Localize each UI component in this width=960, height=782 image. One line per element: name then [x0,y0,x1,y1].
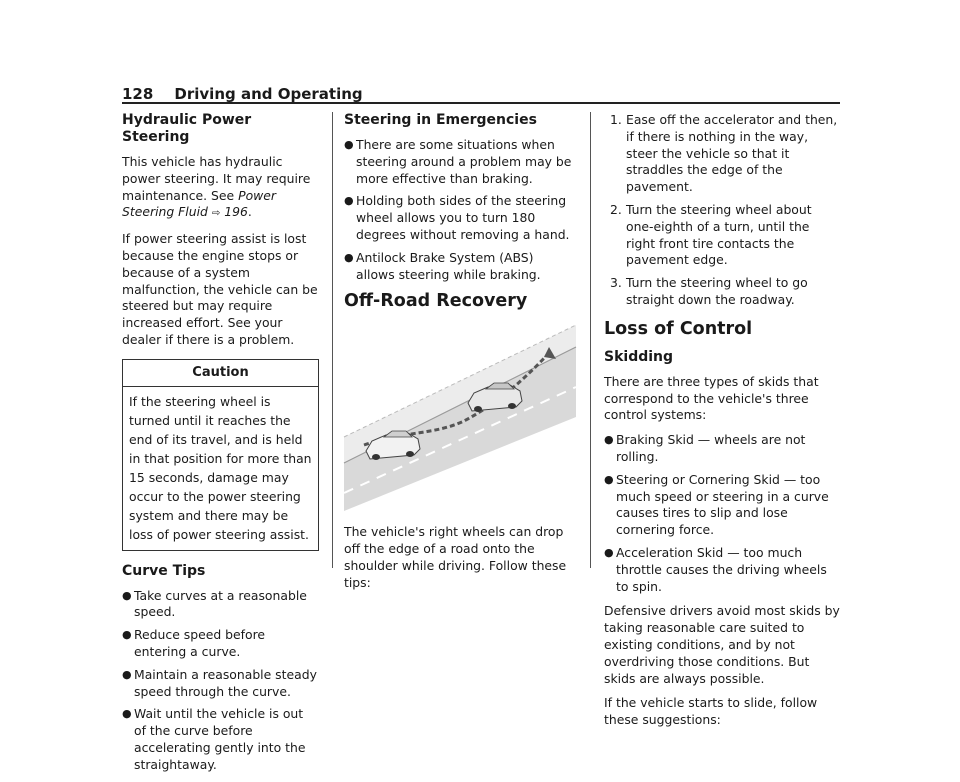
paragraph-hydraulic: This vehicle has hydraulic power steering. It may require maintenance. See Power Steering Fluid ⇨ 196. [122,154,311,220]
list-item: ● Reduce speed before entering a curve. [122,627,266,659]
bullet-icon: ● [122,707,132,721]
off-road-recovery-illustration [344,325,576,511]
column-3 [604,112,840,737]
column-1 [122,112,319,782]
recovery-steps-list [604,112,840,309]
bullet-icon: ● [604,472,614,486]
list-item: ● Antilock Brake System (ABS) allows steering while braking. [344,249,541,282]
list-item: ● Maintain a reasonable steady speed through the curve. [122,666,317,699]
heading-loss-of-control: Loss of Control [604,318,753,339]
page-number: 128 [122,85,154,103]
column-divider-1 [332,112,333,568]
bullet-icon: ● [122,667,132,681]
column-2 [344,112,576,599]
list-item: ● Acceleration Skid — too much throttle causes the driving wheels to spin. [604,544,827,594]
heading-curve-tips: Curve Tips [122,562,206,579]
page-ref-arrow-icon: ⇨ [211,208,221,220]
paragraph-off-road: The vehicle's right wheels can drop off the edge of a road onto the shoulder while driving. Follow these tips: [344,524,567,590]
paragraph-defensive: Defensive drivers avoid most skids by taking reasonable care suited to existing conditions, and by not overdriving those conditions. But skids are always possible. [604,603,840,686]
link-power-steering-fluid[interactable]: Power Steering Fluid [122,187,277,220]
list-item: 2. Turn the steering wheel about one-eighth of a turn, until the right front tire contacts the pavement edge. [610,201,812,268]
list-item: ● Holding both sides of the steering wheel allows you to turn 180 degrees without removing a hand. [344,193,570,242]
list-item: 3. Turn the steering wheel to go straight down the roadway. [610,275,808,307]
list-item: 1. Ease off the accelerator and then, if there is nothing in the way, steer the vehicle so that it straddles the edge of the pavement. [610,112,838,195]
curve-tips-list [122,588,319,774]
section-title: Driving and Operating [174,85,363,103]
heading-skidding: Skidding [604,348,674,365]
list-item: ● Steering or Cornering Skid — too much speed or steering in a curve causes tires to slip and lose cornering force. [604,471,829,538]
bullet-icon: ● [604,433,614,447]
list-item: ● Wait until the vehicle is out of the curve before accelerating gently into the straightaway. [122,706,306,772]
caution-title: Caution [123,360,318,387]
bullet-icon: ● [344,250,354,264]
list-item: ● Braking Skid — wheels are not rolling. [604,432,806,464]
skid-types-list [604,432,840,595]
caution-body: If the steering wheel is turned until it reaches the end of its travel, and is held in that position for more than 15 seconds, damage may occur to the power steering system and there may be loss of power steering assist. [129,393,312,542]
emergencies-list [344,137,576,283]
heading-off-road-recovery: Off-Road Recovery [344,291,528,312]
list-item: ● Take curves at a reasonable speed. [122,587,307,620]
bullet-icon: ● [344,138,354,151]
column-divider-2 [590,112,591,568]
heading-hydraulic-power-steering: Hydraulic Power Steering [122,112,252,145]
paragraph-skid-types: There are three types of skids that correspond to the vehicle's three control systems: [604,373,819,423]
heading-steering-emergencies: Steering in Emergencies [344,112,537,128]
bullet-icon: ● [122,628,132,642]
bullet-icon: ● [604,545,614,559]
bullet-icon: ● [344,194,354,208]
page-header [122,84,840,104]
bullet-icon: ● [122,588,132,602]
paragraph-assist-lost: If power steering assist is lost because the engine stops or because of a system malfunction, the vehicle can be steered but may require increased effort. See your dealer if there is a problem. [122,231,318,347]
page-ref-number[interactable]: 196 [224,204,248,220]
paragraph-slide: If the vehicle starts to slide, follow these suggestions: [604,695,818,728]
list-item: ● There are some situations when steering around a problem may be more effective than braking. [344,137,572,186]
caution-box [122,359,319,551]
